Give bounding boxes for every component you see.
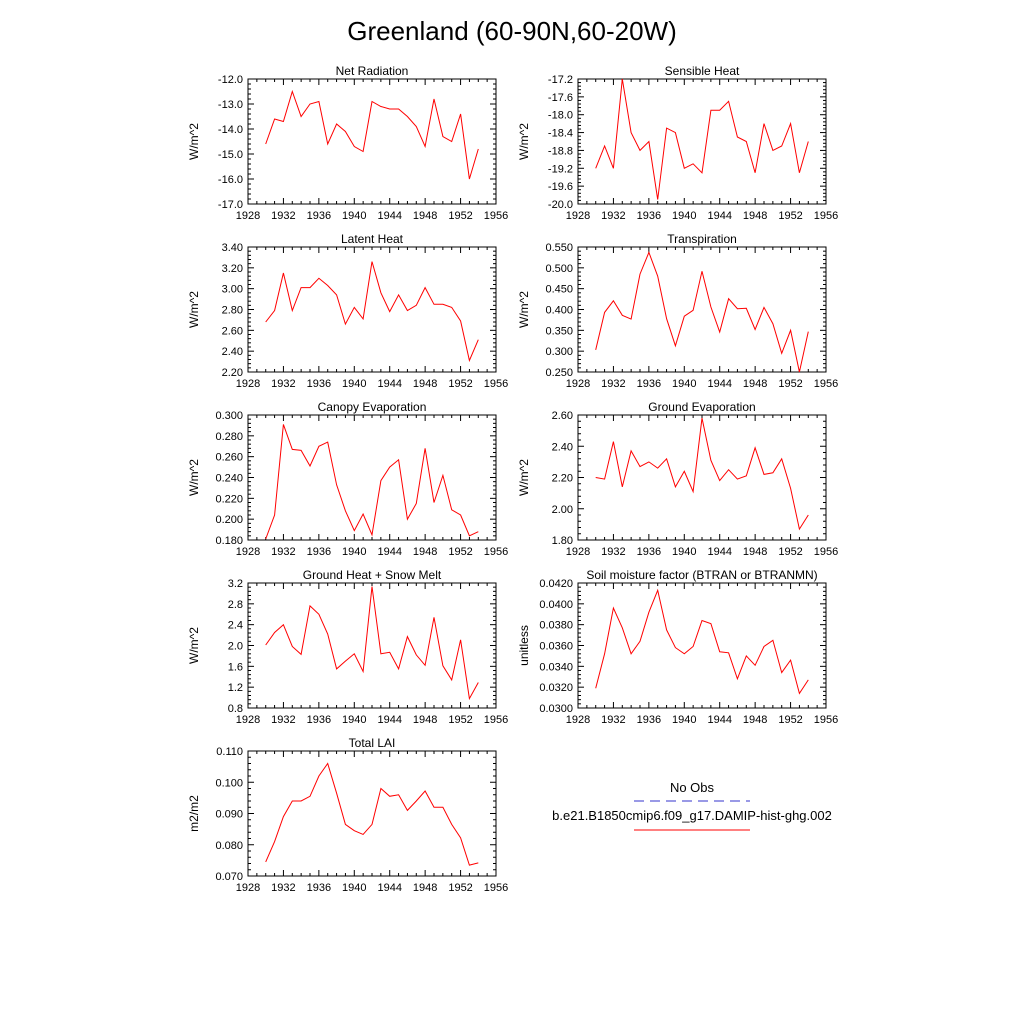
plot-frame [578, 415, 826, 540]
plot-frame [578, 247, 826, 372]
y-tick-label: 0.0420 [539, 578, 573, 590]
chart-panel [187, 232, 508, 390]
y-tick-label: 2.60 [221, 325, 243, 338]
x-tick-label: 1952 [778, 210, 803, 222]
legend [552, 780, 832, 830]
y-tick-label: 2.0 [227, 640, 243, 653]
y-tick-label: 0.200 [215, 514, 243, 527]
x-tick-label: 1952 [448, 546, 473, 558]
panel-title: Transpiration [667, 232, 737, 246]
x-tick-label: 1956 [813, 378, 839, 390]
y-tick-label: 0.250 [545, 367, 573, 379]
x-tick-label: 1944 [707, 210, 732, 222]
y-tick-label: 0.090 [215, 808, 243, 821]
x-tick-label: 1948 [412, 882, 438, 894]
x-tick-label: 1936 [306, 378, 332, 390]
x-tick-label: 1928 [235, 714, 261, 726]
x-tick-label: 1948 [742, 546, 768, 558]
x-tick-label: 1944 [707, 546, 732, 558]
y-tick-label: 0.110 [216, 746, 243, 758]
y-tick-label: 0.180 [215, 535, 243, 547]
legend-obs-label: No Obs [669, 780, 715, 795]
x-tick-label: 1944 [377, 546, 402, 558]
x-tick-label: 1928 [235, 546, 261, 558]
x-tick-label: 1948 [412, 210, 438, 222]
x-tick-label: 1940 [672, 546, 697, 558]
panel-title: Canopy Evaporation [317, 400, 427, 414]
panel-title: Ground Evaporation [648, 400, 756, 414]
y-tick-label: 0.280 [215, 430, 243, 443]
x-tick-label: 1932 [601, 546, 626, 558]
y-tick-label: 0.260 [215, 451, 243, 464]
series-line [596, 590, 809, 693]
series-line [596, 252, 809, 372]
x-tick-label: 1932 [271, 882, 296, 894]
series-line [266, 764, 479, 866]
chart-panel [517, 232, 838, 390]
plot-frame [248, 247, 496, 372]
x-tick-label: 1936 [636, 378, 662, 390]
x-tick-label: 1940 [342, 378, 367, 390]
x-tick-label: 1956 [813, 210, 839, 222]
x-tick-label: 1944 [377, 378, 402, 390]
x-tick-label: 1952 [448, 210, 473, 222]
y-tick-label: 0.0360 [539, 640, 573, 653]
y-tick-label: 3.20 [221, 262, 243, 275]
y-tick-label: 0.220 [215, 493, 243, 506]
x-tick-label: 1932 [601, 378, 626, 390]
x-tick-label: 1928 [235, 378, 261, 390]
x-tick-label: 1932 [271, 714, 296, 726]
series-line [266, 424, 479, 539]
x-tick-label: 1952 [778, 378, 803, 390]
y-tick-label: -14.0 [217, 124, 243, 136]
chart-panel [517, 400, 838, 558]
figure-title: Greenland (60-90N,60-20W) [347, 16, 677, 46]
y-tick-label: 2.80 [221, 304, 243, 317]
x-tick-label: 1936 [306, 714, 332, 726]
x-tick-label: 1944 [377, 714, 402, 726]
x-tick-label: 1948 [412, 714, 438, 726]
y-tick-label: 2.20 [221, 367, 243, 379]
plot-frame [248, 583, 496, 708]
y-tick-label: 0.240 [215, 472, 243, 485]
y-axis-label: W/m^2 [517, 123, 531, 160]
y-tick-label: 2.00 [551, 503, 573, 516]
y-axis-label: W/m^2 [517, 291, 531, 328]
series-line [266, 92, 479, 180]
y-axis-label: W/m^2 [187, 627, 201, 664]
series-line [266, 262, 479, 361]
panel-title: Net Radiation [335, 64, 409, 78]
x-tick-label: 1928 [565, 546, 591, 558]
y-tick-label: 2.4 [227, 619, 243, 632]
y-tick-label: 0.300 [545, 346, 573, 359]
x-tick-label: 1956 [483, 546, 509, 558]
y-tick-label: 1.6 [227, 661, 243, 674]
y-tick-label: -17.6 [547, 91, 573, 104]
x-tick-label: 1932 [271, 546, 296, 558]
x-tick-label: 1956 [813, 714, 839, 726]
x-tick-label: 1928 [235, 882, 261, 894]
x-tick-label: 1940 [672, 210, 697, 222]
panel-title: Sensible Heat [664, 64, 740, 78]
x-tick-label: 1948 [412, 378, 438, 390]
x-tick-label: 1944 [707, 378, 732, 390]
x-tick-label: 1956 [483, 210, 509, 222]
x-tick-label: 1936 [306, 546, 332, 558]
chart-panel [517, 64, 838, 222]
y-tick-label: 2.40 [221, 346, 243, 359]
x-tick-label: 1952 [448, 882, 473, 894]
x-tick-label: 1948 [742, 714, 768, 726]
y-tick-label: 0.450 [545, 283, 573, 296]
x-tick-label: 1932 [271, 210, 296, 222]
y-tick-label: 0.0380 [539, 619, 573, 632]
panel-title: Soil moisture factor (BTRAN or BTRANMN) [586, 568, 818, 582]
series-line [596, 418, 809, 529]
x-tick-label: 1956 [813, 546, 839, 558]
y-tick-label: -17.0 [217, 199, 243, 211]
x-tick-label: 1952 [778, 546, 803, 558]
y-axis-label: m2/m2 [187, 795, 201, 832]
x-tick-label: 1936 [306, 882, 332, 894]
x-tick-label: 1932 [601, 210, 626, 222]
y-tick-label: -19.6 [547, 181, 573, 194]
x-tick-label: 1956 [483, 378, 509, 390]
y-tick-label: 2.20 [551, 472, 573, 485]
y-tick-label: -17.2 [547, 74, 573, 86]
x-tick-label: 1940 [342, 546, 367, 558]
x-tick-label: 1940 [672, 378, 697, 390]
y-axis-label: W/m^2 [517, 459, 531, 496]
panel-title: Total LAI [348, 736, 396, 750]
y-tick-label: 0.0300 [539, 703, 573, 715]
y-tick-label: 0.0320 [539, 682, 573, 695]
y-tick-label: 0.8 [227, 703, 243, 715]
series-line [596, 79, 809, 200]
x-tick-label: 1928 [235, 210, 261, 222]
y-tick-label: 0.350 [545, 325, 573, 338]
y-tick-label: 2.40 [551, 441, 573, 454]
y-tick-label: 0.0340 [539, 661, 573, 674]
x-tick-label: 1944 [377, 210, 402, 222]
y-tick-label: 0.0400 [539, 598, 573, 611]
x-tick-label: 1936 [636, 714, 662, 726]
plot-frame [248, 79, 496, 204]
y-tick-label: 2.8 [227, 598, 243, 611]
y-tick-label: 0.080 [215, 839, 243, 852]
y-tick-label: -18.0 [547, 109, 573, 122]
y-tick-label: -19.2 [547, 163, 573, 176]
x-tick-label: 1940 [672, 714, 697, 726]
x-tick-label: 1940 [342, 210, 367, 222]
y-tick-label: -20.0 [547, 199, 573, 211]
chart-panel [187, 568, 508, 726]
y-tick-label: -12.0 [217, 74, 243, 86]
y-tick-label: 1.80 [551, 535, 573, 547]
x-tick-label: 1956 [483, 882, 509, 894]
y-tick-label: -18.8 [547, 145, 573, 158]
legend-model-label: b.e21.B1850cmip6.f09_g17.DAMIP-hist-ghg.002 [552, 808, 832, 823]
y-axis-label: W/m^2 [187, 291, 201, 328]
x-tick-label: 1944 [707, 714, 732, 726]
x-tick-label: 1940 [342, 714, 367, 726]
x-tick-label: 1952 [778, 714, 803, 726]
y-tick-label: -15.0 [217, 149, 243, 161]
plot-frame [248, 415, 496, 540]
x-tick-label: 1928 [565, 378, 591, 390]
y-tick-label: 0.070 [215, 871, 243, 883]
x-tick-label: 1932 [601, 714, 626, 726]
x-tick-label: 1932 [271, 378, 296, 390]
panel-title: Latent Heat [340, 232, 404, 246]
x-tick-label: 1936 [636, 210, 662, 222]
y-tick-label: -18.4 [547, 127, 573, 140]
x-tick-label: 1952 [448, 714, 473, 726]
y-axis-label: W/m^2 [187, 459, 201, 496]
chart-panel [517, 568, 838, 726]
plot-frame [578, 583, 826, 708]
plot-frame [578, 79, 826, 204]
x-tick-label: 1948 [742, 210, 768, 222]
x-tick-label: 1940 [342, 882, 367, 894]
y-tick-label: 0.400 [545, 304, 573, 317]
series-line [266, 587, 479, 699]
x-tick-label: 1936 [636, 546, 662, 558]
y-axis-label: unitless [517, 625, 531, 666]
y-tick-label: 2.60 [551, 410, 573, 422]
y-tick-label: 0.500 [545, 262, 573, 275]
y-tick-label: 1.2 [227, 682, 243, 695]
panels [187, 64, 838, 894]
x-tick-label: 1928 [565, 714, 591, 726]
y-axis-label: W/m^2 [187, 123, 201, 160]
y-tick-label: 0.300 [215, 410, 243, 422]
x-tick-label: 1936 [306, 210, 332, 222]
y-tick-label: 3.40 [221, 242, 243, 254]
y-tick-label: -16.0 [217, 174, 243, 186]
x-tick-label: 1928 [565, 210, 591, 222]
y-tick-label: 0.550 [545, 242, 573, 254]
panel-title: Ground Heat + Snow Melt [302, 568, 442, 582]
y-tick-label: 0.100 [215, 777, 243, 790]
chart-panel [187, 64, 508, 222]
x-tick-label: 1952 [448, 378, 473, 390]
x-tick-label: 1956 [483, 714, 509, 726]
y-tick-label: -13.0 [217, 99, 243, 111]
chart-panel [187, 736, 508, 894]
y-tick-label: 3.2 [227, 578, 243, 590]
x-tick-label: 1944 [377, 882, 402, 894]
y-tick-label: 3.00 [221, 283, 243, 296]
chart-panel [187, 400, 508, 558]
x-tick-label: 1948 [412, 546, 438, 558]
x-tick-label: 1948 [742, 378, 768, 390]
